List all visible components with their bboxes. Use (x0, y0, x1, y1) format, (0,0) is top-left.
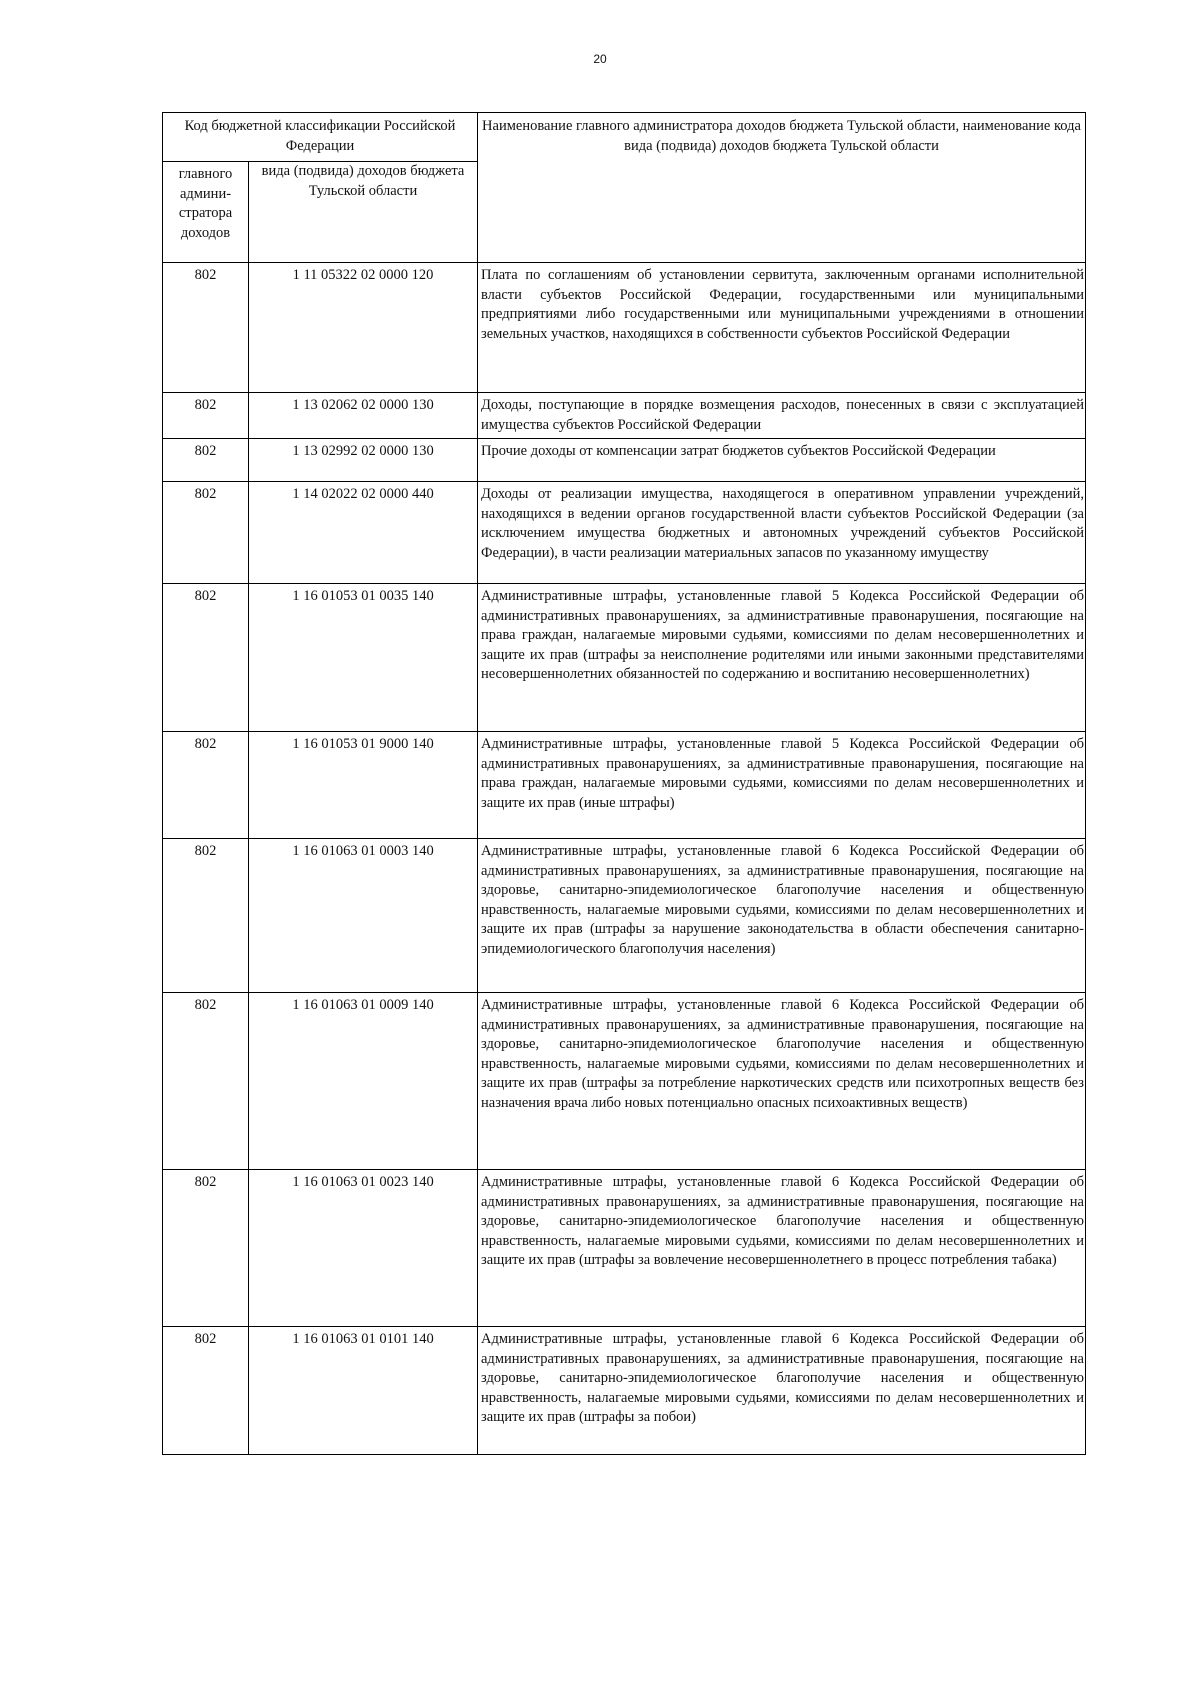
income-description-cell: Плата по соглашениям об установлении сервитута, заключенным органами исполнительной власти субъектов Российской Федерации, государственными или муниципальными предприятиями либо государственными или муниципальными учреждениями в отношении земельных участков, находящихся в собственности субъектов Российской Федерации (478, 263, 1086, 393)
table-row (163, 732, 1086, 839)
income-code-cell: 1 14 02022 02 0000 440 (249, 482, 478, 584)
income-description-cell: Прочие доходы от компенсации затрат бюджетов субъектов Российской Федерации (478, 439, 1086, 482)
admin-code-cell: 802 (163, 482, 249, 584)
income-description-cell: Административные штрафы, установленные главой 5 Кодекса Российской Федерации об административных правонарушениях, за административные правонарушения, посягающие на права граждан, налагаемые мировыми судьями, комиссиями по делам несовершеннолетних и защите их прав (иные штрафы) (478, 732, 1086, 839)
admin-code-cell: 802 (163, 439, 249, 482)
page-number: 20 (593, 52, 607, 66)
income-code-cell: 1 16 01063 01 0009 140 (249, 993, 478, 1170)
header-code-group: Код бюджетной классификации Российской Федерации (163, 113, 478, 162)
budget-classification-table (162, 112, 1086, 1455)
income-description-cell: Административные штрафы, установленные главой 6 Кодекса Российской Федерации об административных правонарушениях, за административные правонарушения, посягающие на здоровье, санитарно-эпидемиологическое благополучие населения и общественную нравственность, налагаемые мировыми судьями, комиссиями по делам несовершеннолетних и защите их прав (штрафы за потребление наркотических средств или психотропных веществ без назначения врача либо новых потенциально опасных психоактивных веществ) (478, 993, 1086, 1170)
table-row (163, 993, 1086, 1170)
admin-code-cell: 802 (163, 1327, 249, 1455)
admin-code-cell: 802 (163, 1170, 249, 1327)
income-description-cell: Административные штрафы, установленные главой 6 Кодекса Российской Федерации об административных правонарушениях, за административные правонарушения, посягающие на здоровье, санитарно-эпидемиологическое благополучие населения и общественную нравственность, налагаемые мировыми судьями, комиссиями по делам несовершеннолетних и защите их прав (штрафы за вовлечение несовершеннолетнего в процесс потребления табака) (478, 1170, 1086, 1327)
income-code-cell: 1 16 01063 01 0101 140 (249, 1327, 478, 1455)
admin-code-cell: 802 (163, 393, 249, 439)
table-row (163, 263, 1086, 393)
admin-code-cell: 802 (163, 732, 249, 839)
income-code-cell: 1 11 05322 02 0000 120 (249, 263, 478, 393)
income-description-cell: Доходы, поступающие в порядке возмещения расходов, понесенных в связи с эксплуатацией имущества субъектов Российской Федерации (478, 393, 1086, 439)
table-row (163, 439, 1086, 482)
admin-code-cell: 802 (163, 263, 249, 393)
table-row (163, 482, 1086, 584)
admin-code-cell: 802 (163, 993, 249, 1170)
income-code-cell: 1 16 01063 01 0023 140 (249, 1170, 478, 1327)
income-description-cell: Административные штрафы, установленные главой 6 Кодекса Российской Федерации об административных правонарушениях, за административные правонарушения, посягающие на здоровье, санитарно-эпидемиологическое благополучие населения и общественную нравственность, налагаемые мировыми судьями, комиссиями по делам несовершеннолетних и защите их прав (штрафы за побои) (478, 1327, 1086, 1455)
income-code-cell: 1 16 01063 01 0003 140 (249, 839, 478, 993)
header-name-column: Наименование главного администратора доходов бюджета Тульской области, наименование кода вида (подвида) доходов бюджета Тульской области (478, 113, 1086, 263)
admin-code-cell: 802 (163, 584, 249, 732)
income-description-cell: Административные штрафы, установленные главой 6 Кодекса Российской Федерации об административных правонарушениях, за административные правонарушения, посягающие на здоровье, санитарно-эпидемиологическое благополучие населения и общественную нравственность, налагаемые мировыми судьями, комиссиями по делам несовершеннолетних и защите их прав (штрафы за нарушение законодательства в области обеспечения санитарно-эпидемиологического благополучия населения) (478, 839, 1086, 993)
header-admin-column: главного админи-стратора доходов (163, 162, 249, 263)
income-code-cell: 1 16 01053 01 0035 140 (249, 584, 478, 732)
table-row (163, 839, 1086, 993)
income-description-cell: Административные штрафы, установленные главой 5 Кодекса Российской Федерации об административных правонарушениях, за административные правонарушения, посягающие на права граждан, налагаемые мировыми судьями, комиссиями по делам несовершеннолетних и защите их прав (штрафы за неисполнение родителями или иными законными представителями несовершеннолетних обязанностей по содержанию и воспитанию несовершеннолетних) (478, 584, 1086, 732)
header-type-column: вида (подвида) доходов бюджета Тульской области (249, 162, 478, 263)
table-row (163, 584, 1086, 732)
income-code-cell: 1 13 02062 02 0000 130 (249, 393, 478, 439)
income-code-cell: 1 13 02992 02 0000 130 (249, 439, 478, 482)
income-code-cell: 1 16 01053 01 9000 140 (249, 732, 478, 839)
admin-code-cell: 802 (163, 839, 249, 993)
table-row (163, 1170, 1086, 1327)
table-row (163, 393, 1086, 439)
table-row (163, 1327, 1086, 1455)
income-description-cell: Доходы от реализации имущества, находящегося в оперативном управлении учреждений, находящихся в ведении органов государственной власти субъектов Российской Федерации (за исключением имущества бюджетных и автономных учреждений субъектов Российской Федерации), в части реализации материальных запасов по указанному имуществу (478, 482, 1086, 584)
